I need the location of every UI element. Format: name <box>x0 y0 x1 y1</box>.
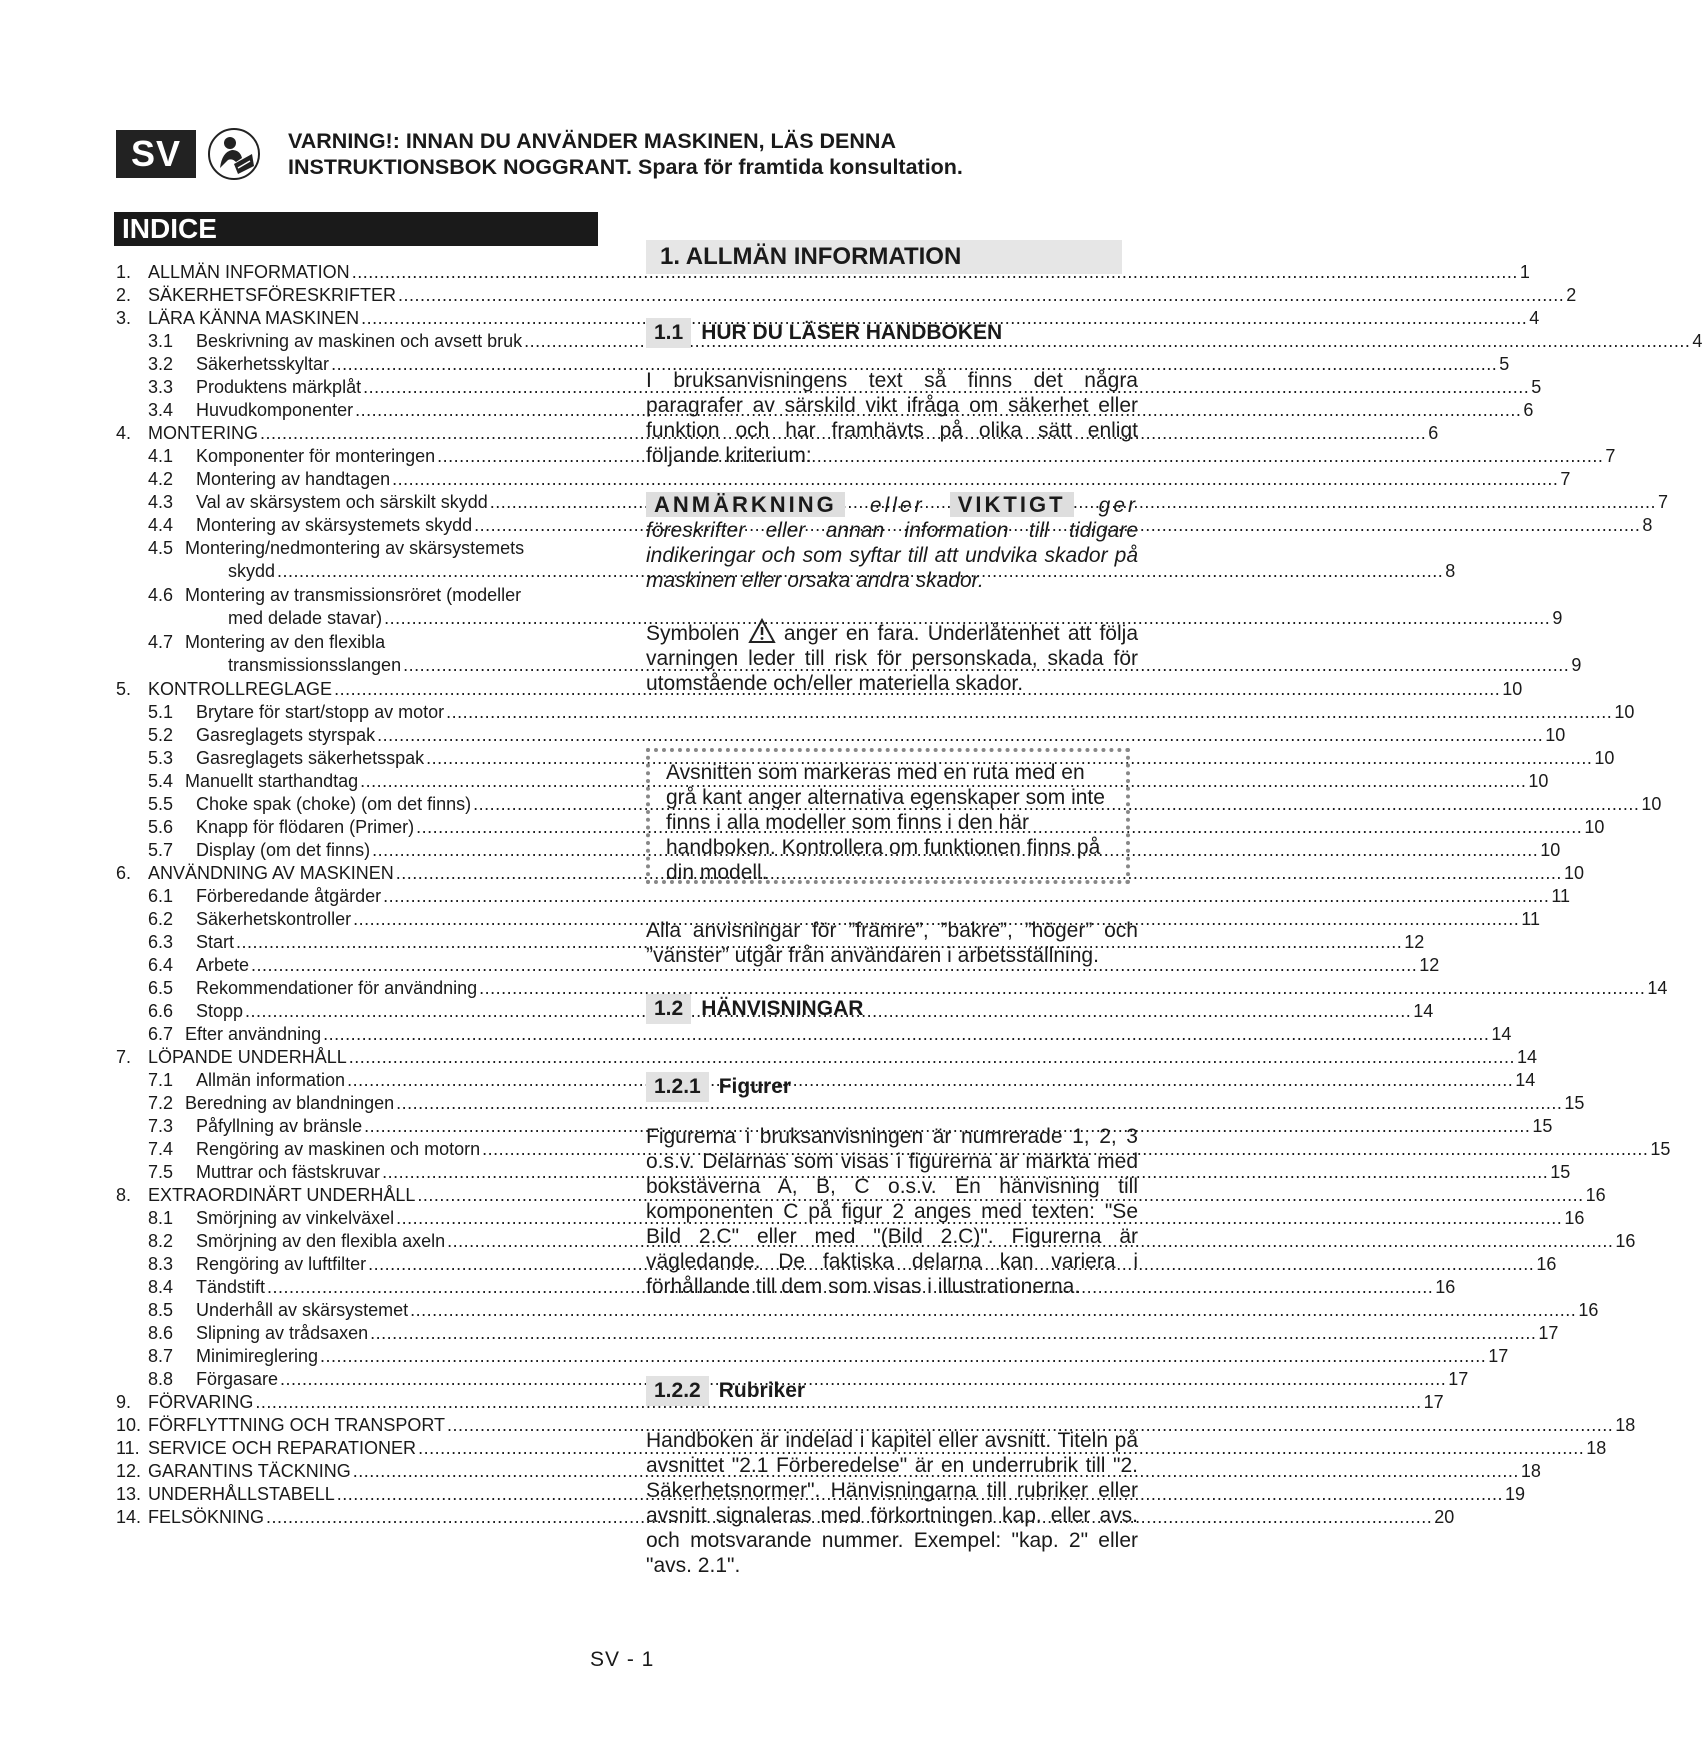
toc-text: LÖPANDE UNDERHÅLL <box>148 1047 347 1067</box>
toc-text: Stopp <box>196 1001 244 1021</box>
subsection-heading <box>646 318 1002 348</box>
toc-num: 11. <box>116 1438 140 1458</box>
toc-text: Påfyllning av bränsle <box>196 1116 363 1136</box>
toc-item[interactable] <box>116 1461 1541 1484</box>
section-heading: 1. ALLMÄN INFORMATION <box>646 240 1122 274</box>
toc-num: 7.4 <box>148 1139 174 1159</box>
toc-text: GARANTINS TÄCKNING <box>148 1461 351 1481</box>
toc-text: Gasreglagets säkerhetsspak <box>196 748 425 768</box>
note-word-eller: eller <box>869 494 925 517</box>
toc-page: 12 <box>1419 955 1440 975</box>
toc-title: INDICE <box>114 212 598 246</box>
toc-item[interactable] <box>116 262 1530 285</box>
toc-item[interactable] <box>116 771 1549 794</box>
toc-text: Beskrivning av maskinen och avsett bruk <box>196 331 523 351</box>
toc-page: 11 <box>1551 886 1571 906</box>
toc-item[interactable] <box>116 909 1540 932</box>
toc-text: Rekommendationer för användning <box>196 978 478 998</box>
toc-text: Muttrar och fästskruvar <box>196 1162 381 1182</box>
toc-item[interactable] <box>116 1024 1512 1047</box>
toc-item[interactable] <box>116 469 1571 492</box>
toc-num: 4.2 <box>148 469 174 489</box>
toc-page: 7 <box>1560 469 1571 489</box>
subsection-heading <box>646 1072 791 1102</box>
subsection-title: Figurer <box>718 1075 792 1098</box>
toc-item[interactable] <box>116 817 1605 840</box>
toc-text: ALLMÄN INFORMATION <box>148 262 350 282</box>
note-tag-viktigt: VIKTIGT <box>950 492 1074 517</box>
toc-item[interactable] <box>116 1185 1606 1208</box>
toc-text: Förberedande åtgärder <box>196 886 382 906</box>
toc-page: 11 <box>1521 909 1540 929</box>
toc-item[interactable] <box>116 1162 1571 1185</box>
toc-page: 16 <box>1435 1277 1456 1297</box>
headings-paragraph: Handboken är indelad i kapitel eller avsnitt. Titeln på avsnittet "2.1 Förberedelse" är en underrubrik till "2. Säkerhetsnormer". Hänvisningarna till rubriker eller avsnitt signaleras med förkortningen kap. eller avs. och motsvarande nummer. Exempel: "kap. 2" eller "avs. 2.1". <box>646 1429 1138 1577</box>
toc-item[interactable] <box>116 679 1523 702</box>
toc-item[interactable] <box>116 1346 1509 1369</box>
toc-num: 3.3 <box>148 377 174 397</box>
toc-page: 12 <box>1404 932 1425 952</box>
toc-num: 4.6 <box>148 585 174 605</box>
toc-num: 12. <box>116 1461 142 1481</box>
toc-num: 6.2 <box>148 909 174 929</box>
warning-line-2: INSTRUKTIONSBOK NOGGRANT. Spara för framtida konsultation. <box>288 155 963 179</box>
toc-text: Allmän information <box>196 1070 346 1090</box>
toc-item[interactable] <box>116 955 1440 978</box>
toc-page: 17 <box>1488 1346 1509 1366</box>
toc-text: FÖRVARING <box>148 1392 254 1412</box>
toc-num: 2. <box>116 285 132 305</box>
toc-page: 18 <box>1520 1461 1541 1481</box>
note-text: föreskrifter eller annan information till tidigare indikeringar och som syftar till att undvika skador på maskinen eller orsaka andra skador. <box>646 519 1138 592</box>
toc-text: Smörjning av den flexibla axeln <box>196 1231 446 1251</box>
toc-num: 1. <box>116 262 132 282</box>
toc-text: Manuellt starthandtag <box>185 771 359 791</box>
subsection-heading <box>646 1376 805 1406</box>
note-paragraph <box>646 492 1138 593</box>
toc-page: 5 <box>1531 377 1542 397</box>
toc-num: 10. <box>116 1415 142 1435</box>
toc-text: LÄRA KÄNNA MASKINEN <box>148 308 360 328</box>
toc-text: EXTRAORDINÄRT UNDERHÅLL <box>148 1185 416 1205</box>
toc-page: 16 <box>1536 1254 1557 1274</box>
toc-page: 10 <box>1641 794 1662 814</box>
toc-item[interactable] <box>116 1047 1537 1070</box>
toc-page: 10 <box>1594 748 1615 768</box>
toc-item[interactable] <box>116 794 1662 817</box>
toc-page: 5 <box>1499 354 1510 374</box>
toc-num: 5.4 <box>148 771 174 791</box>
toc-text: MONTERING <box>148 423 258 443</box>
toc-page: 9 <box>1552 608 1563 628</box>
toc-text: Start <box>196 932 235 952</box>
toc-page: 4 <box>1692 331 1702 351</box>
toc-item[interactable] <box>116 585 1563 632</box>
toc-text: Beredning av blandningen <box>185 1093 395 1113</box>
toc-item[interactable] <box>116 725 1566 748</box>
toc-num: 3.4 <box>148 400 174 420</box>
toc-item[interactable] <box>116 446 1616 469</box>
toc-page: 14 <box>1413 1001 1434 1021</box>
toc-item[interactable] <box>116 932 1425 955</box>
subsection-number: 1.2.1 <box>646 1072 709 1102</box>
toc-num: 14. <box>116 1507 142 1527</box>
toc-num: 8.6 <box>148 1323 174 1343</box>
toc-item[interactable] <box>116 1277 1456 1300</box>
toc-page: 10 <box>1502 679 1523 699</box>
toc-num: 4.1 <box>148 446 174 466</box>
toc-text: Val av skärsystem och särskilt skydd <box>196 492 488 512</box>
toc-item[interactable] <box>116 423 1439 446</box>
toc-text: Knapp för flödaren (Primer) <box>196 817 415 837</box>
toc-text: Minimireglering <box>196 1346 319 1366</box>
toc-item[interactable] <box>116 377 1542 400</box>
toc-num: 6. <box>116 863 132 883</box>
toc-item[interactable] <box>116 1323 1559 1346</box>
toc-page: 6 <box>1523 400 1534 420</box>
toc-item[interactable] <box>116 1116 1553 1139</box>
toc-page: 14 <box>1515 1070 1536 1090</box>
toc-page: 16 <box>1564 1208 1585 1228</box>
toc-num: 6.4 <box>148 955 174 975</box>
toc-num: 8.1 <box>148 1208 174 1228</box>
toc-text: UNDERHÅLLSTABELL <box>148 1484 335 1504</box>
toc-page: 14 <box>1491 1024 1512 1044</box>
toc-item[interactable] <box>116 1254 1557 1277</box>
toc-num: 5. <box>116 679 132 699</box>
figures-paragraph: Figurerna i bruksanvisningen är numrerade 1, 2, 3 o.s.v. Delarnas som visas i figurerna är märkta med bokstäverna A, B, C o.s.v. En hänvisning till komponenten C på figur 2 anges med texten: "Se Bild 2.C" eller med "(Bild 2.C)". Figurerna är vägledande. De faktiska delarna kan variera i förhållande till dem som visas i illustrationerna. <box>646 1125 1138 1298</box>
toc-num: 9. <box>116 1392 132 1412</box>
toc-num: 6.7 <box>148 1024 174 1044</box>
toc-text-cont: skydd <box>228 561 276 581</box>
toc-num: 7.3 <box>148 1116 174 1136</box>
toc-item[interactable] <box>116 1484 1525 1507</box>
toc-num: 5.6 <box>148 817 174 837</box>
toc-text: Efter användning <box>185 1024 322 1044</box>
toc-num: 4.7 <box>148 632 174 652</box>
toc-num: 8.4 <box>148 1277 174 1297</box>
toc-page: 15 <box>1532 1116 1553 1136</box>
toc-item[interactable] <box>116 1093 1585 1116</box>
toc-text: Montering av skärsystemets skydd <box>196 515 473 535</box>
toc-item[interactable] <box>116 308 1540 331</box>
toc-num: 5.1 <box>148 702 174 722</box>
language-badge: SV <box>116 130 196 178</box>
toc-page: 10 <box>1540 840 1561 860</box>
toc-num: 7. <box>116 1047 132 1067</box>
toc-page: 10 <box>1528 771 1549 791</box>
toc-page: 16 <box>1578 1300 1599 1320</box>
toc-num: 8.7 <box>148 1346 174 1366</box>
toc-item[interactable] <box>116 978 1668 1001</box>
toc-num: 8.3 <box>148 1254 174 1274</box>
toc-num: 7.5 <box>148 1162 174 1182</box>
toc-text: Säkerhetskontroller <box>196 909 352 929</box>
toc-text: Smörjning av vinkelväxel <box>196 1208 395 1228</box>
symbol-text-post: anger en fara. Underlåtenhet att följa varningen leder till risk för personskada, skada för utomstående och/eller materiella skador. <box>646 622 1138 695</box>
toc-text: Komponenter för monteringen <box>196 446 436 466</box>
toc-item[interactable] <box>116 1415 1636 1438</box>
toc-text: Montering/nedmontering av skärsystemets <box>185 538 525 558</box>
toc-page: 10 <box>1614 702 1635 722</box>
toc-page: 1 <box>1519 262 1530 282</box>
toc-num: 6.6 <box>148 1001 174 1021</box>
toc-text: KONTROLLREGLAGE <box>148 679 333 699</box>
toc-item[interactable] <box>116 1507 1455 1530</box>
toc-page: 8 <box>1642 515 1653 535</box>
toc-num: 3. <box>116 308 132 328</box>
subsection-heading <box>646 994 863 1024</box>
toc-text: FELSÖKNING <box>148 1507 265 1527</box>
toc-text: Huvudkomponenter <box>196 400 354 420</box>
toc-text: Förgasare <box>196 1369 279 1389</box>
toc-text: ANVÄNDNING AV MASKINEN <box>148 863 394 883</box>
toc-text: Underhåll av skärsystemet <box>196 1300 409 1320</box>
toc-page: 7 <box>1605 446 1616 466</box>
toc-num: 5.3 <box>148 748 174 768</box>
toc-text: Montering av handtagen <box>196 469 391 489</box>
toc-page: 14 <box>1647 978 1668 998</box>
toc-text: Säkerhetsskyltar <box>196 354 330 374</box>
toc-page: 15 <box>1550 1162 1571 1182</box>
toc-num: 7.1 <box>148 1070 174 1090</box>
warning-line-1: VARNING!: INNAN DU ANVÄNDER MASKINEN, LÄS DENNA <box>288 129 896 153</box>
toc-num: 5.5 <box>148 794 174 814</box>
toc-num: 8.5 <box>148 1300 174 1320</box>
toc-page: 15 <box>1564 1093 1585 1113</box>
toc-page: 8 <box>1445 561 1456 581</box>
toc-text: Gasreglagets styrspak <box>196 725 376 745</box>
toc-num: 4. <box>116 423 132 443</box>
toc-item[interactable] <box>116 1208 1585 1231</box>
subsection-title: Rubriker <box>718 1379 806 1402</box>
toc-page: 16 <box>1615 1231 1636 1251</box>
toc-text: Brytare för start/stopp av motor <box>196 702 445 722</box>
toc-num: 8.2 <box>148 1231 174 1251</box>
optional-feature-box <box>646 748 1130 884</box>
toc-page: 7 <box>1657 492 1668 512</box>
toc-item[interactable] <box>116 515 1653 538</box>
read-manual-icon <box>208 128 260 180</box>
toc-num: 5.7 <box>148 840 174 860</box>
symbol-paragraph <box>646 618 1138 696</box>
toc-page: 4 <box>1529 308 1540 328</box>
optional-feature-text: Avsnitten som markeras med en ruta med en grå kant anger alternativa egenskaper som inte finns i alla modeller som finns i den här handboken. Kontrollera om funktionen finns på din modell. <box>666 761 1105 884</box>
toc-text: Tändstift <box>196 1277 266 1297</box>
toc-num: 5.2 <box>148 725 174 745</box>
page-number: SV - 1 <box>590 1648 655 1671</box>
toc-text-cont: med delade stavar) <box>228 608 383 628</box>
toc-item[interactable] <box>116 1139 1671 1162</box>
subsection-number: 1.1 <box>646 318 691 348</box>
toc-num: 7.2 <box>148 1093 174 1113</box>
toc-text: Display (om det finns) <box>196 840 371 860</box>
toc-text: FÖRFLYTTNING OCH TRANSPORT <box>148 1415 446 1435</box>
warning-text <box>288 128 1048 180</box>
symbol-text-pre: Symbolen <box>646 622 740 645</box>
toc-num: 6.3 <box>148 932 174 952</box>
toc-page: 10 <box>1584 817 1605 837</box>
toc-item[interactable] <box>116 400 1534 423</box>
toc-page: 14 <box>1516 1047 1537 1067</box>
intro-paragraph: I bruksanvisningens text så finns det några paragrafer av särskild vikt ifråga om säkerhet eller funktion och har framhävts på olika sätt enligt följande kriterium: <box>646 369 1138 467</box>
toc-text: Choke spak (choke) (om det finns) <box>196 794 472 814</box>
toc-num: 4.4 <box>148 515 174 535</box>
subsection-number: 1.2 <box>646 994 691 1024</box>
toc-text: Rengöring av luftfilter <box>196 1254 367 1274</box>
toc-num: 4.3 <box>148 492 174 512</box>
toc-item[interactable] <box>116 748 1615 771</box>
warning-triangle-icon <box>748 618 776 644</box>
toc-item[interactable] <box>116 863 1584 886</box>
toc-item[interactable] <box>116 1231 1636 1254</box>
toc-item[interactable] <box>116 702 1635 725</box>
toc-text: Produktens märkplåt <box>196 377 362 397</box>
toc-num: 6.1 <box>148 886 174 906</box>
toc-page: 9 <box>1571 655 1582 675</box>
toc-item[interactable] <box>116 285 1577 308</box>
toc-text: Montering av den flexibla <box>185 632 386 652</box>
toc-num: 8. <box>116 1185 132 1205</box>
toc-item[interactable] <box>116 1438 1607 1461</box>
toc-num: 8.8 <box>148 1369 174 1389</box>
toc-page: 6 <box>1428 423 1439 443</box>
directions-paragraph: Alla anvisningar för ”främre”, ”bakre”, ”höger” och ”vänster” utgår från användaren i arbetsställning. <box>646 919 1138 967</box>
toc-item[interactable] <box>116 886 1571 909</box>
toc-page: 20 <box>1434 1507 1455 1527</box>
toc-item[interactable] <box>116 840 1561 863</box>
toc-num: 6.5 <box>148 978 174 998</box>
toc-num: 3.1 <box>148 331 174 351</box>
toc-page: 2 <box>1566 285 1577 305</box>
toc-num: 4.5 <box>148 538 174 558</box>
toc-num: 13. <box>116 1484 142 1504</box>
subsection-title: HUR DU LÄSER HANDBOKEN <box>701 321 1003 344</box>
toc-text: Arbete <box>196 955 250 975</box>
toc-item[interactable] <box>116 354 1510 377</box>
subsection-title: HÄNVISNINGAR <box>701 997 864 1020</box>
toc-page: 16 <box>1585 1185 1606 1205</box>
toc-item[interactable] <box>116 1392 1444 1415</box>
toc-text-cont: transmissionsslangen <box>228 655 402 675</box>
subsection-number: 1.2.2 <box>646 1376 709 1406</box>
toc-page: 10 <box>1563 863 1584 883</box>
toc-page: 18 <box>1615 1415 1636 1435</box>
toc-page: 18 <box>1586 1438 1607 1458</box>
toc-num: 3.2 <box>148 354 174 374</box>
toc-page: 17 <box>1448 1369 1469 1389</box>
toc-text: SÄKERHETSFÖRESKRIFTER <box>148 285 397 305</box>
note-tag-anmarkning: ANMÄRKNING <box>646 492 845 517</box>
toc-text: SERVICE OCH REPARATIONER <box>148 1438 417 1458</box>
toc-item[interactable] <box>116 1300 1599 1323</box>
toc-page: 19 <box>1504 1484 1525 1504</box>
toc-text: Montering av transmissionsröret (modeller <box>185 585 522 605</box>
toc-text: Rengöring av maskinen och motorn <box>196 1139 481 1159</box>
toc-page: 15 <box>1650 1139 1671 1159</box>
toc-page: 10 <box>1545 725 1566 745</box>
toc-text: Slipning av trådsaxen <box>196 1323 369 1343</box>
note-word-ger: ger <box>1098 494 1139 517</box>
toc-page: 17 <box>1538 1323 1559 1343</box>
toc-page: 17 <box>1423 1392 1444 1412</box>
